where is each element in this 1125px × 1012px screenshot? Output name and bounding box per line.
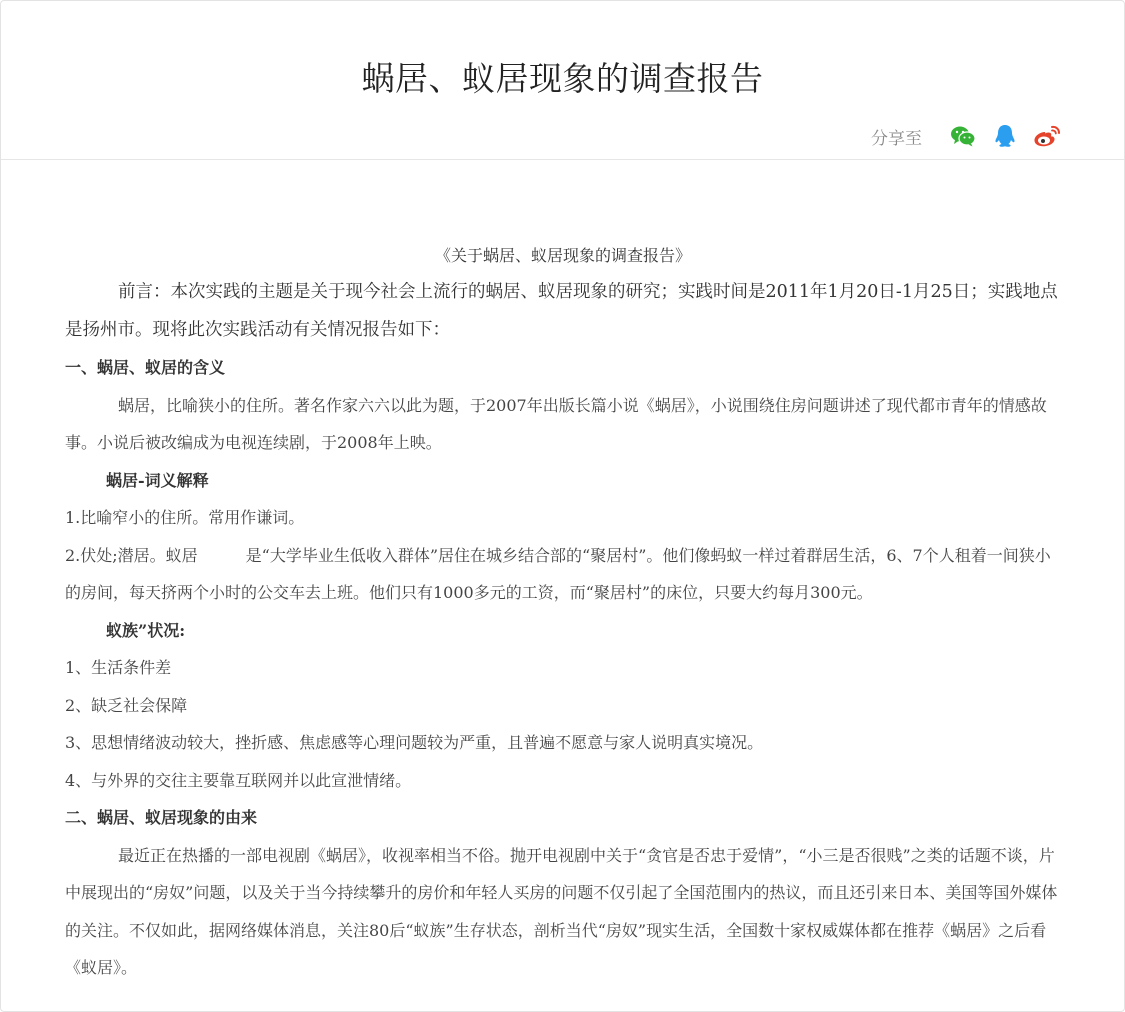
qq-icon[interactable] — [990, 121, 1020, 151]
paragraph-origin: 最近正在热播的一部电视剧《蜗居》，收视率相当不俗。抛开电视剧中关于“贪官是否忠于爱情”，“小三是否很贱”之类的话题不谈，片中展现出的“房奴”问题，以及关于当今持续攀升的房价和年轻人买房的问题不仅引起了全国范围内的热议，而且还引来日本、美国等国外媒体的关注。不仅如此，据网络媒体消息，关注80后“蚁族”生存状态，剖析当代“房奴”现实生活，全国数十家权威媒体都在推荐《蜗居》之后看《蚁居》。 — [65, 845, 1058, 977]
weibo-icon[interactable] — [1032, 121, 1062, 151]
list-item: 1、生活条件差 — [65, 658, 172, 677]
list-item: 3、思想情绪波动较大，挫折感、焦虑感等心理问题较为严重，且普遍不愿意与家人说明真实境况。 — [65, 733, 764, 752]
paragraph-definition: 蜗居，比喻狭小的住所。著名作家六六以此为题，于2007年出版长篇小说《蜗居》，小说围绕住房问题讲述了现代都市青年的情感故事。小说后被改编成为电视连续剧，于2008年上映。 — [65, 395, 1047, 452]
document-heading: 《关于蜗居、蚁居现象的调查报告》 — [434, 246, 691, 265]
list-item: 4、与外界的交往主要靠互联网并以此宣泄情绪。 — [65, 770, 412, 790]
subheading-word-meaning: 蜗居-词义解释 — [106, 470, 209, 490]
preface-paragraph: 前言：本次实践的主题是关于现今社会上流行的蜗居、蚁居现象的研究；实践时间是2011年1月20日-1月25日；实践地点是扬州市。现将此次实践活动有关情况报告如下： — [65, 282, 1058, 340]
article-header — [1, 1, 1124, 160]
share-bar — [871, 121, 1062, 151]
share-label: 分享至 — [871, 128, 922, 149]
definition-item-2: 2.伏处;潜居。蚁居 是“大学毕业生低收入群体”居住在城乡结合部的“聚居村”。他们像蚂蚁一样过着群居生活，6、7个人租着一间狭小的房间，每天挤两个小时的公交车去上班。他们只有1000多元的工资，而“聚居村”的床位，只要大约每月300元。 — [65, 545, 1051, 602]
section-heading-2: 二、蜗居、蚁居现象的由来 — [65, 808, 258, 827]
list-item: 2、缺乏社会保障 — [65, 695, 188, 715]
subheading-ant-tribe-status: 蚁族”状况: — [106, 620, 186, 640]
section-heading-1: 一、蜗居、蚁居的含义 — [65, 358, 226, 377]
article-body — [65, 237, 1061, 987]
page-title: 蜗居、蚁居现象的调查报告 — [361, 59, 764, 98]
wechat-icon[interactable] — [948, 121, 978, 151]
definition-item-1: 1.比喻窄小的住所。常用作谦词。 — [65, 508, 305, 527]
